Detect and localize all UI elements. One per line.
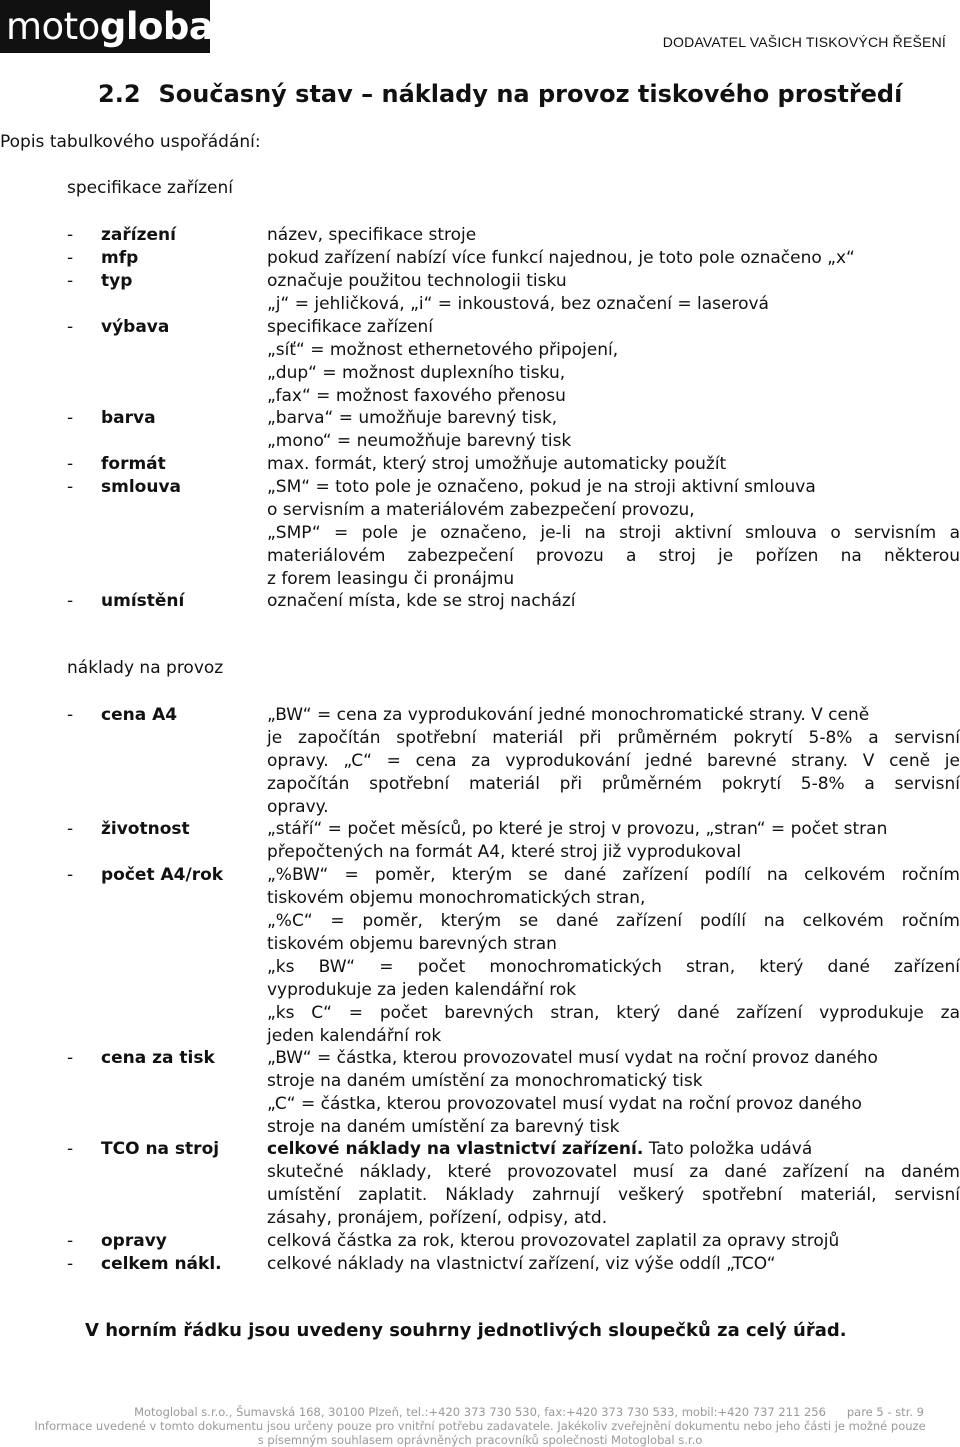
description-line: stroje na daném umístění za barevný tisk: [267, 1117, 620, 1137]
description-line: pokud zařízení nabízí více funkcí najednou, je toto pole označeno „x“: [267, 248, 855, 268]
description-line: zásahy, pronájem, pořízení, odpisy, atd.: [267, 1208, 608, 1228]
footer-consent: s písemným souhlasem oprávněných pracovníků společnosti Motoglobal s.r.o: [257, 1433, 703, 1447]
description-line: celkové náklady na vlastnictví zařízení, viz výše oddíl „TCO“: [267, 1254, 776, 1274]
description-line: o servisním a materiálovém zabezpečení provozu,: [267, 500, 695, 520]
spec-description: [267, 476, 960, 591]
cost-description: [267, 818, 960, 864]
description-line: vyprodukuje za jeden kalendářní rok: [267, 980, 577, 1000]
section-title: Současný stav – náklady na provoz tiskového prostředí: [158, 80, 903, 108]
description-line: opravy.: [267, 797, 329, 817]
description-line: „%BW“ = poměr, kterým se dané zařízení podílí na celkovém ročním: [267, 865, 960, 885]
spec-description: [267, 224, 960, 247]
description-line: tiskovém objemu barevných stran: [267, 934, 557, 954]
list-dash: -: [67, 1048, 74, 1068]
description-line: celková částka za rok, kterou provozovatel zaplatil za opravy strojů: [267, 1231, 840, 1251]
list-dash: -: [67, 705, 74, 725]
spec-term: výbava: [101, 317, 170, 337]
description-line: „stáří“ = počet měsíců, po které je stroj v provozu, „stran“ = počet stran: [267, 819, 888, 839]
description-line: „%C“ = poměr, kterým se dané zařízení podílí na celkovém ročním: [267, 911, 960, 931]
company-logo: [0, 0, 226, 53]
spec-description: [267, 270, 960, 316]
logo-text-global: global: [99, 5, 226, 48]
description-line: max. formát, který stroj umožňuje automaticky použít: [267, 454, 727, 474]
page-footer: [0, 1405, 960, 1447]
footer-disclaimer: Informace uvedené v tomto dokumentu jsou určeny pouze pro vnitřní potřebu zadavatele. Jakékoliv zveřejnění dokumentu nebo jeho části je možné pouze: [34, 1419, 926, 1433]
list-dash: -: [67, 454, 74, 474]
description-line: označení místa, kde se stroj nachází: [267, 591, 576, 611]
description-line: „SM“ = toto pole je označeno, pokud je na stroji aktivní smlouva: [267, 477, 816, 497]
list-dash: -: [67, 408, 74, 428]
description-line: skutečné náklady, které provozovatel musí za dané zařízení na daném: [267, 1162, 960, 1182]
cost-term: počet A4/rok: [101, 865, 224, 885]
list-dash: -: [67, 1231, 74, 1251]
description-line: označuje použitou technologii tisku: [267, 271, 567, 291]
spec-heading: specifikace zařízení: [67, 178, 233, 198]
description-line: jeden kalendářní rok: [267, 1026, 442, 1046]
description-line: „síť“ = možnost ethernetového připojení,: [267, 340, 619, 360]
bold-lead: celkové náklady na vlastnictví zařízení.: [267, 1139, 644, 1159]
spec-term: smlouva: [101, 477, 181, 497]
description-line: „ks C“ = počet barevných stran, který dané zařízení vyprodukuje za: [267, 1003, 960, 1023]
description-line: název, specifikace stroje: [267, 225, 477, 245]
cost-term: opravy: [101, 1231, 167, 1251]
list-dash: -: [67, 1139, 74, 1159]
section-number: 2.2: [98, 80, 141, 108]
description-line: z forem leasingu či pronájmu: [267, 569, 515, 589]
description-line: celkové náklady na vlastnictví zařízení. Tato položka udává: [267, 1139, 813, 1159]
cost-term: TCO na stroj: [101, 1139, 220, 1159]
cost-description: [267, 1138, 960, 1230]
description-line: „fax“ = možnost faxového přenosu: [267, 386, 566, 406]
description-line: umístění zaplatit. Náklady zahrnují veškerý spotřební materiál, servisní: [267, 1185, 960, 1205]
description-line: tiskovém objemu monochromatických stran,: [267, 888, 646, 908]
description-line: specifikace zařízení: [267, 317, 433, 337]
cost-term: celkem nákl.: [101, 1254, 222, 1274]
description-line: stroje na daném umístění za monochromatický tisk: [267, 1071, 703, 1091]
spec-description: [267, 247, 960, 270]
spec-description: [267, 453, 960, 476]
list-dash: -: [67, 477, 74, 497]
spec-description: [267, 407, 960, 453]
description-line: materiálovém zabezpečení provozu a stroj je pořízen na některou: [267, 546, 960, 566]
header-tagline: DODAVATEL VAŠICH TISKOVÝCH ŘEŠENÍ: [662, 34, 946, 50]
description-line: započítán spotřební materiál při průměrném pokrytí 5-8% a servisní: [267, 774, 960, 794]
description-line: přepočtených na formát A4, které stroj již vyprodukoval: [267, 842, 742, 862]
spec-term: barva: [101, 408, 156, 428]
costs-heading: náklady na provoz: [67, 658, 224, 678]
description-line: je započítán spotřební materiál při průměrném pokrytí 5-8% a servisní: [267, 728, 960, 748]
footer-page-number: pare 5 - str. 9: [846, 1405, 924, 1419]
list-dash: -: [67, 1254, 74, 1274]
description-line: „SMP“ = pole je označeno, je-li na stroji aktivní smlouva o servisním a: [267, 523, 960, 543]
spec-term: mfp: [101, 248, 139, 268]
section-heading: [98, 80, 902, 108]
cost-description: [267, 864, 960, 1048]
description-line: „dup“ = možnost duplexního tisku,: [267, 363, 566, 383]
cost-term: životnost: [101, 819, 190, 839]
spec-term: formát: [101, 454, 166, 474]
description-line: „barva“ = umožňuje barevný tisk,: [267, 408, 558, 428]
spec-term: typ: [101, 271, 133, 291]
spec-description: [267, 316, 960, 408]
spec-description: [267, 590, 960, 613]
list-dash: -: [67, 248, 74, 268]
description-line: „C“ = částka, kterou provozovatel musí vydat na roční provoz daného: [267, 1094, 862, 1114]
cost-term: cena A4: [101, 705, 178, 725]
intro-text: Popis tabulkového uspořádání:: [0, 132, 261, 152]
cost-description: [267, 1253, 960, 1276]
list-dash: -: [67, 591, 74, 611]
list-dash: -: [67, 865, 74, 885]
description-line: „mono“ = neumožňuje barevný tisk: [267, 431, 572, 451]
footer-contact: Motoglobal s.r.o., Šumavská 168, 30100 Plzeň, tel.:+420 373 730 530, fax:+420 373 730 533, mobil:+420 737 211 256: [134, 1405, 826, 1419]
summary-note: V horním řádku jsou uvedeny souhrny jednotlivých sloupečků za celý úřad.: [85, 1320, 847, 1341]
cost-term: cena za tisk: [101, 1048, 215, 1068]
cost-description: [267, 704, 960, 819]
description-line: „BW“ = cena za vyprodukování jedné monochromatické strany. V ceně: [267, 705, 870, 725]
list-dash: -: [67, 819, 74, 839]
list-dash: -: [67, 271, 74, 291]
spec-term: umístění: [101, 591, 185, 611]
description-line: „BW“ = částka, kterou provozovatel musí vydat na roční provoz daného: [267, 1048, 878, 1068]
cost-description: [267, 1230, 960, 1253]
description-line: „ks BW“ = počet monochromatických stran, který dané zařízení: [267, 957, 960, 977]
logo-text-moto: moto: [6, 5, 100, 48]
list-dash: -: [67, 225, 74, 245]
list-dash: -: [67, 317, 74, 337]
description-line: „j“ = jehličková, „i“ = inkoustová, bez označení = laserová: [267, 294, 769, 314]
cost-description: [267, 1047, 960, 1139]
description-line: opravy. „C“ = cena za vyprodukování jedné barevné strany. V ceně je: [267, 751, 960, 771]
spec-term: zařízení: [101, 225, 176, 245]
